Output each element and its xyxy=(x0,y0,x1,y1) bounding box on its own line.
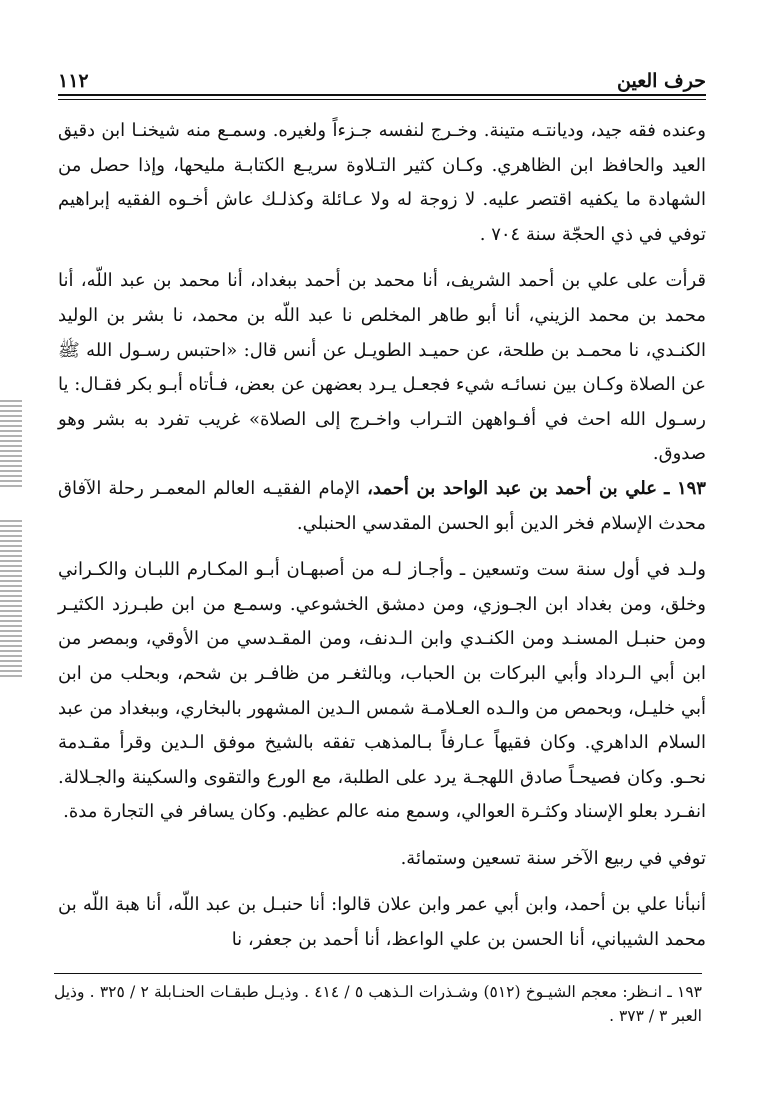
entry-title: الإمام الفقيـه العالم المعمـر رحلة الآفاق محدث الإسلام فخر الدين أبو الحسن المقدسي الحنبلي. xyxy=(58,477,706,534)
paragraph: أنبأنا علي بن أحمد، وابن أبي عمر وابن علان قالوا: أنا حنبـل بن عبد اللّه، أنا هبة اللّه بن محمد الشيباني، أنا الحسن بن علي الواعظ، أنا أحمد بن جعفر، نا xyxy=(58,894,706,951)
page-number: ١١٢ xyxy=(58,70,89,92)
page xyxy=(58,58,706,958)
header-rule xyxy=(58,94,706,96)
header-rule-thin xyxy=(58,99,706,100)
entry-number: ١٩٣ ـ xyxy=(664,477,706,499)
paragraph: ولـد في أول سنة ست وتسعين ـ وأجـاز لـه من أصبهـان أبـو المكـارم اللبـان والكـراني وخلق، ومن بغداد ابن الجـوزي، ومن دمشق الخشوعي. وسمـع من ابن طبـرزد الكثيـر ومن حنبـل المسنـد ومن الكنـدي وابن الـدنف، ومن المقـدسي من الأوقي، وبمصر من ابن أبي الـرداد وأبي البركات بن الحباب، وبالثغـر من ظافـر بن شحم، وبحلب من ابن أبي خليـل، وبحمص من والـده العـلامـة شمس الـدين المشهور بالبخاري، وببغداد من عبد السلام الداهري. وكان فقيهاً عـارفاً بـالمذهب تفقه بالشيخ موفق الـدين وقرأ مقـدمة نحـو. وكان فصيحـاً صادق اللهجـة يرد على الطلبة، مع الورع والتقوى والسكينة والجـلالة. انفـرد بعلو الإسناد وكثـرة العوالي، وسمع منه عالم عظيم. وكان يسافر في التجارة مدة. xyxy=(58,559,706,823)
entry-name: علي بن أحمد بن عبد الواحد بن أحمد، xyxy=(367,477,657,499)
running-title: حرف العين xyxy=(617,70,706,92)
paragraph: وعنده فقه جيد، وديانتـه متينة. وخـرج لنفسه جـزءاً ولغيره. وسمـع منه شيخنـا ابن دقيق العيد والحافظ ابن الظاهري. وكـان كثير التـلاوة سريـع الكتابـة مليحها، وإذا حصل من الشهادة ما يكفيه اقتصر عليه. لا زوجة له ولا عـائلة وكذلـك عاش أخـوه الفقيه إبراهيم توفي في ذي الحجّة سنة ٧٠٤ . xyxy=(58,120,706,245)
paragraph: قرأت على علي بن أحمد الشريف، أنا محمد بن أحمد ببغداد، أنا محمد بن عبد اللّه، أنا محمد بن محمد الزيني، أنا أبو طاهر المخلص نا عبد اللّه بن محمد، نا بشر بن الوليد الكنـدي، نا محمـد بن طلحة، عن حميـد الطويـل عن أنس قال: «احتبس رسـول الله ﷺ عن الصلاة وكـان بين نسائـه شيء فجعـل يـرد بعضهن عن بعض، فـأتاه أبـو بكر فقـال: يا رسـول الله احث في أفـواههن التـراب واخـرج إلى الصلاة» غريب تفرد به بشر وهو صدوق. xyxy=(58,270,706,465)
footnote: ١٩٣ ـ انـظر: معجم الشيـوخ (٥١٢) وشـذرات الـذهب ٥ / ٤١٤ . وذيـل طبقـات الحنـابلة ٢ / ٣٢٥ . وذيل العبر ٣ / ٣٧٣ . xyxy=(54,983,703,1025)
paragraph: توفي في ربيع الآخر سنة تسعين وستمائة. xyxy=(400,847,706,869)
footnote-rule xyxy=(54,973,702,974)
entry-heading xyxy=(58,472,706,541)
running-header xyxy=(58,58,706,92)
main-text xyxy=(58,114,706,958)
